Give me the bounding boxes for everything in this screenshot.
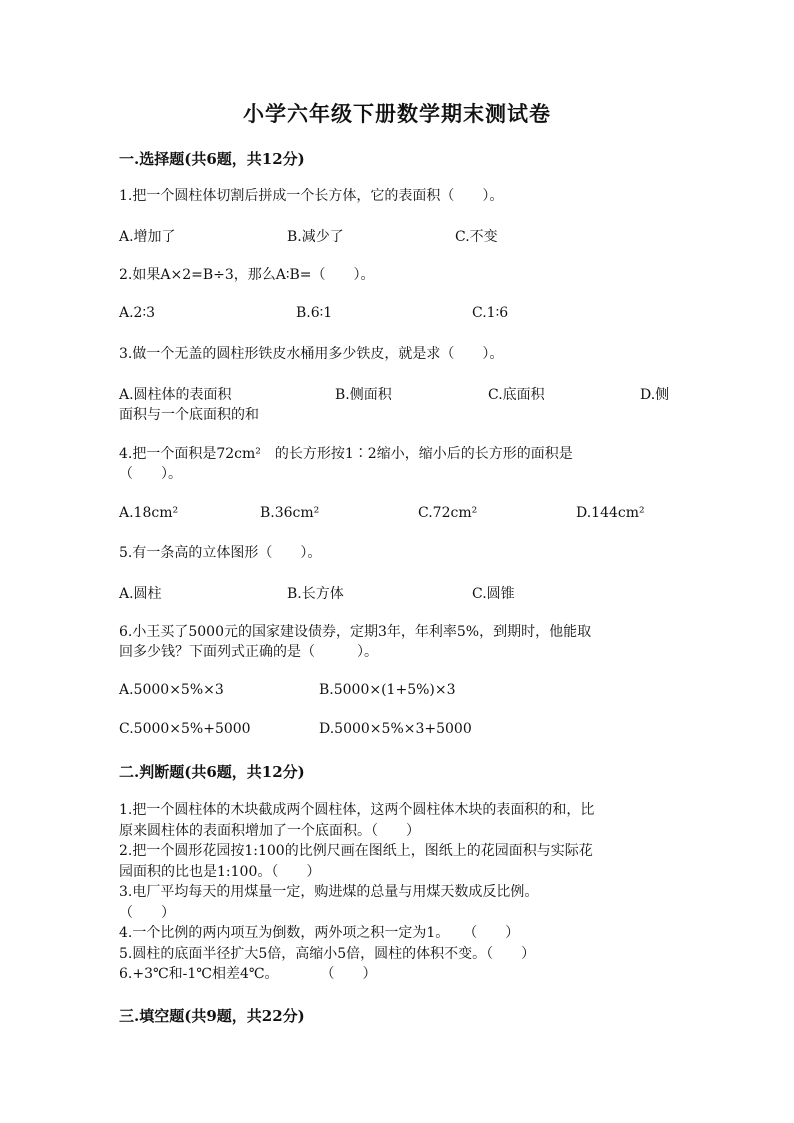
option: A.5000×5%×3 xyxy=(119,682,224,698)
option: B.36cm² xyxy=(260,505,320,521)
option: A.圆柱 xyxy=(119,586,162,602)
option: A.2∶3 xyxy=(119,305,156,321)
judge-line: 原来圆柱体的表面积增加了一个底面积。（ ） xyxy=(119,822,420,839)
question-stem: 2.如果A×2=B÷3，那么A∶B=（ ）。 xyxy=(119,267,375,283)
option: C.圆锥 xyxy=(472,586,515,602)
option: C.72cm² xyxy=(418,505,478,521)
option: A.增加了 xyxy=(119,229,176,245)
judge-list xyxy=(119,800,679,985)
question-stem: 3.做一个无盖的圆柱形铁皮水桶用多少铁皮，就是求（ ）。 xyxy=(119,346,504,362)
question-stem-continuation: （ ）。 xyxy=(119,466,182,482)
option: B.减少了 xyxy=(287,229,344,245)
section-heading-judge: 二.判断题(共6题，共12分) xyxy=(119,763,305,781)
option: C.不变 xyxy=(455,229,498,245)
judge-line: 3.电厂平均每天的用煤量一定，购进煤的总量与用煤天数成反比例。 xyxy=(119,884,539,900)
option: A.18cm² xyxy=(119,505,179,521)
option: C.5000×5%+5000 xyxy=(119,721,251,737)
section-heading-fill: 三.填空题(共9题，共22分) xyxy=(119,1007,305,1025)
question-stem-continuation: 回多少钱？下面列式正确的是（ ）。 xyxy=(119,644,378,660)
judge-line: 园面积的比也是1:100。（ ） xyxy=(119,863,321,880)
option: B.侧面积 xyxy=(335,387,392,403)
judge-line: （ ） xyxy=(119,904,175,921)
option: B.6∶1 xyxy=(296,305,333,321)
option: D.5000×5%×3+5000 xyxy=(319,721,472,737)
judge-line: 6.+3℃和-1℃相差4℃。 （ ） xyxy=(119,966,377,982)
judge-line: 2.把一个圆形花园按1:100的比例尺画在图纸上，图纸上的花园面积与实际花 xyxy=(119,843,593,859)
question-stem: 6.小王买了5000元的国家建设债券，定期3年，年利率5%，到期时，他能取 xyxy=(119,624,592,640)
option: D.144cm² xyxy=(576,505,645,521)
question-stem: 4.把一个面积是72cm² 的长方形按1∶2缩小，缩小后的长方形的面积是 xyxy=(119,446,573,462)
option-continuation: 面积与一个底面积的和 xyxy=(119,407,259,423)
option: C.1∶6 xyxy=(472,305,509,321)
question-stem: 1.把一个圆柱体切割后拼成一个长方体，它的表面积（ ）。 xyxy=(119,188,504,204)
option: D.侧 xyxy=(640,387,670,403)
option: B.5000×(1+5%)×3 xyxy=(319,682,456,698)
judge-line: 1.把一个圆柱体的木块截成两个圆柱体，这两个圆柱体木块的表面积的和，比 xyxy=(119,802,595,818)
section-heading-choice: 一.选择题(共6题，共12分) xyxy=(119,150,305,168)
question-stem: 5.有一条高的立体图形（ ）。 xyxy=(119,545,322,561)
option: A.圆柱体的表面积 xyxy=(119,387,232,403)
option: C.底面积 xyxy=(488,387,545,403)
page-title: 小学六年级下册数学期末测试卷 xyxy=(243,101,551,126)
judge-line: 5.圆柱的底面半径扩大5倍，高缩小5倍，圆柱的体积不变。（ ） xyxy=(119,945,536,962)
judge-line: 4.一个比例的两内项互为倒数，两外项之积一定为1。 （ ） xyxy=(119,925,520,941)
option: B.长方体 xyxy=(287,586,344,602)
